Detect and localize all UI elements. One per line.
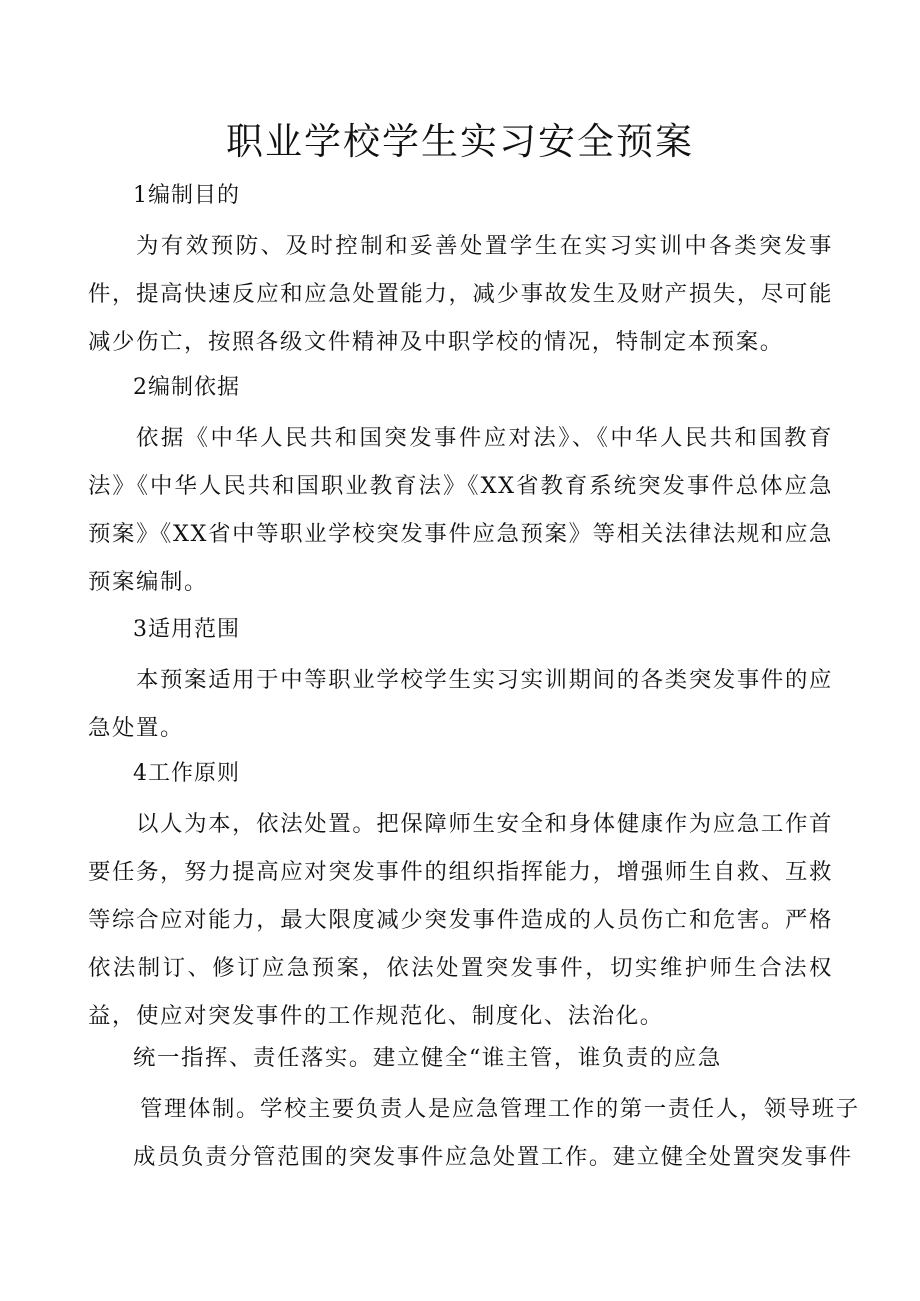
section-paragraph-basis: 依据《中华人民共和国突发事件应对法》、《中华人民共和国教育法》《中华人民共和国职业教育法》《XX省教育系统突发事件总体应急预案》《XX省中等职业学校突发事件应急预案》等相关法律法规和应急预案编制。	[88, 425, 833, 595]
trailing-line-2: 管理体制。学校主要负责人是应急管理工作的第一责任人，领导班子	[140, 1096, 860, 1122]
section-paragraph-purpose: 为有效预防、及时控制和妥善处置学生在实习实训中各类突发事件，提高快速反应和应急处置能力，减少事故发生及财产损失，尽可能减少伤亡，按照各级文件精神及中职学校的情况，特制定本预案。	[88, 233, 833, 355]
section-paragraph-principles: 以人为本，依法处置。把保障师生安全和身体健康作为应急工作首要任务，努力提高应对突发事件的组织指挥能力，增强师生自救、互救等综合应对能力，最大限度减少突发事件造成的人员伤亡和危害。严格依法制订、修订应急预案，依法处置突发事件，切实维护师生合法权益，使应对突发事件的工作规范化、制度化、法治化。	[88, 811, 833, 1029]
trailing-line-3: 成员负责分管范围的突发事件应急处置工作。建立健全处置突发事件	[133, 1144, 853, 1170]
section-heading-scope: 3适用范围	[133, 617, 240, 642]
document-title: 职业学校学生实习安全预案	[226, 120, 694, 163]
section-heading-basis: 2编制依据	[133, 375, 240, 400]
trailing-line-1: 统一指挥、责任落实。建立健全“谁主管，谁负责的应急	[133, 1045, 722, 1071]
section-paragraph-scope: 本预案适用于中等职业学校学生实习实训期间的各类突发事件的应急处置。	[88, 667, 833, 741]
section-heading-purpose: 1编制目的	[133, 183, 240, 208]
section-heading-principles: 4工作原则	[133, 761, 240, 786]
